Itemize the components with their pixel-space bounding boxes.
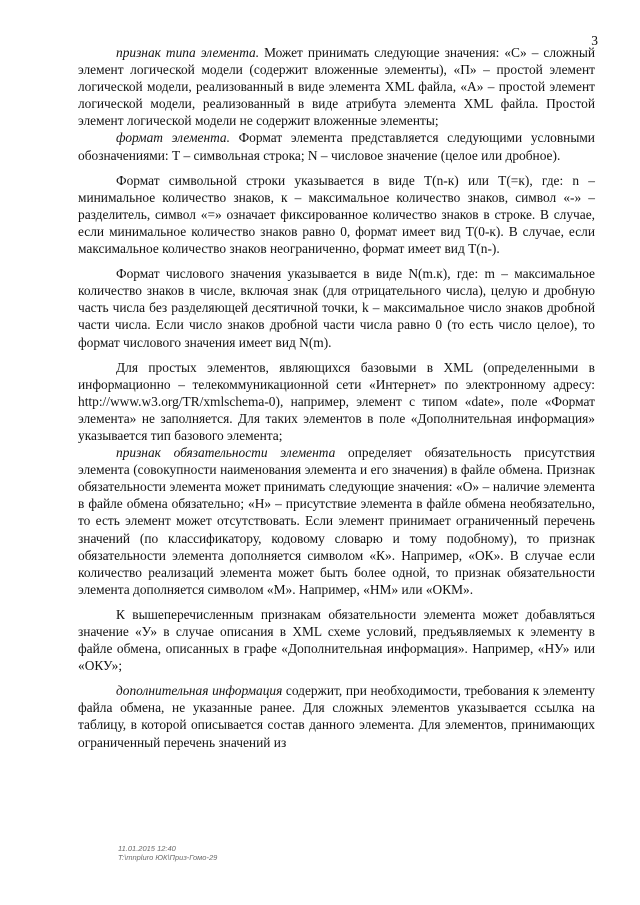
page-number: 3 bbox=[591, 33, 598, 48]
footer-file-stamp bbox=[118, 844, 217, 862]
footer-timestamp: 11.01.2015 12:40 bbox=[118, 844, 176, 853]
paragraph-base-xml-types: Для простых элементов, являющихся базовыми в XML (определенными в информационно – телекоммуникационной сети «Интернет» по электронному адресу: http://www.w3.org/TR/xmlschema-0), например, элемент с типом «date», поле «Формат элемента» не заполняется. Для таких элементов в поле «Дополнительная информация» указывается тип базового элемента; bbox=[78, 359, 595, 443]
term: признак обязательности элемента bbox=[116, 445, 336, 461]
paragraph-required-flag: признак обязательности элемента определяет обязательность присутствия элемента (совокупности наименования элемента и его значения) в файле обмена. Признак обязательности элемента может принимать следующие значения: «О» – наличие элемента в файле обмена обязательно; «Н» – присутствие элемента в файле обмена необязательно, то есть элемент может отсутствовать. Если элемент принимает ограниченный перечень значений (по классификатору, кодовому словарю и тому подобному), то признак обязательности элемента дополняется символом «К». Например, «ОК». В случае если количество реализаций элемента может быть более одной, то признак обязательности элемента дополняется символом «М». Например, «НМ» или «ОКМ». bbox=[78, 445, 596, 597]
term: дополнительная информация bbox=[116, 683, 283, 699]
term: формат элемента. bbox=[116, 130, 230, 146]
paragraph-additional-info: дополнительная информация содержит, при необходимости, требования к элементу файла обмена, не указанные ранее. Для сложных элементов указывается ссылка на таблицу, в которой описывается состав данного элемента. Для элементов, принимающих ограниченный перечень значений из bbox=[78, 683, 595, 750]
paragraph-element-type: признак типа элемента. Может принимать следующие значения: «С» – сложный элемент логической модели (содержит вложенные элементы), «П» – простой элемент логической модели, реализованный в виде элемента XML файла, «А» – простой элемент логической модели, реализованный в виде атрибута элемента XML файла. Простой элемент логической модели не содержит вложенные элементы; bbox=[78, 45, 595, 129]
document-body bbox=[78, 44, 595, 751]
footer-file-path: T:\mnpluro ЮК\Приз-Гомо-29 bbox=[118, 853, 218, 862]
paragraph-number-format: Формат числового значения указывается в виде N(m.к), где: m – максимальное количество знаков в числе, включая знак (для отрицательного числа), целую и дробную часть числа без разделяющей десятичной точки, k – максимальное число знаков дробной части числа. Если число знаков дробной части числа равно 0 (то есть число целое), то формат числового значения имеет вид N(m). bbox=[78, 266, 595, 350]
paragraph-element-format: формат элемента. Формат элемента представляется следующими условными обозначениями: Т – символьная строка; N – числовое значение (целое или дробное). bbox=[78, 130, 595, 163]
paragraph-conditional-flag: К вышеперечисленным признакам обязательности элемента может добавляться значение «У» в случае описания в XML схеме условий, предъявляемых к элементу в файле обмена, описанных в графе «Дополнительная информация». Например, «НУ» или «ОКУ»; bbox=[78, 606, 595, 674]
term: признак типа элемента. bbox=[116, 45, 260, 60]
paragraph-string-format: Формат символьной строки указывается в виде Т(n-к) или Т(=к), где: n – минимальное количество знаков, к – максимальное количество знаков, символ «-» – разделитель, символ «=» означает фиксированное количество знаков в строке. В случае, если минимальное количество знаков равно 0, формат имеет вид Т(0-к). В случае, если максимальное количество знаков неограниченно, формат имеет вид Т(n-). bbox=[78, 172, 595, 257]
